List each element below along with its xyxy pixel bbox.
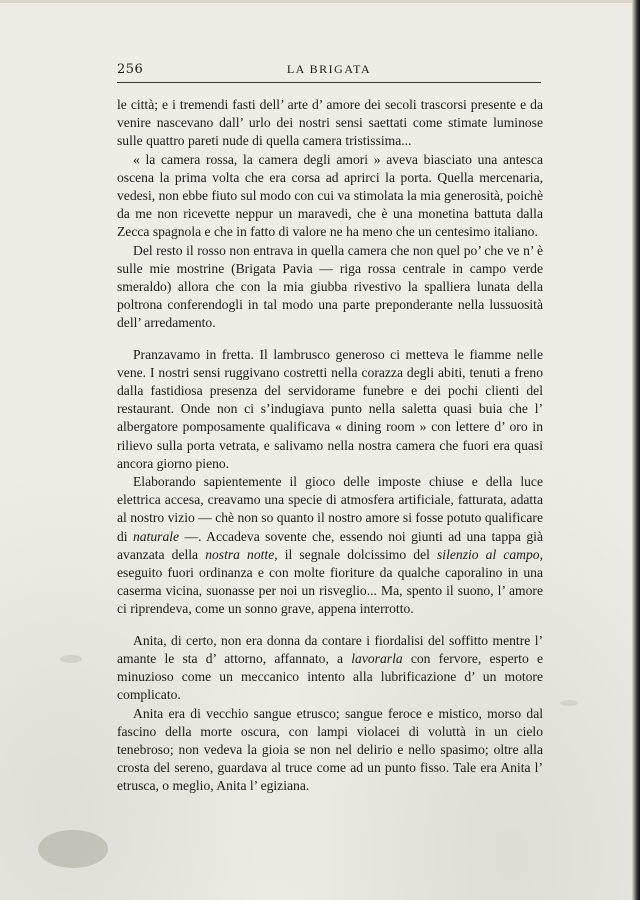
text-segment: con fervore, esperto e minuzioso come un meccanico intento alla lubrificazione d’ un motore complicato. <box>117 650 543 703</box>
text-segment: « la camera rossa, la camera degli amori » aveva biasciato una antesca oscena la prima volta che era corsa ad aprirci la porta. Quella mercenaria, vedesi, non ebbe fiuto sul modo con cui va stimolata la mia generosità, poichè da me non ricevette neppur un maravedi, che è una monetina battuta dalla Zecca spagnola e che in fatto di valore ne ha meno che un centesimo italiano. <box>117 151 543 240</box>
text-segment: Del resto il rosso non entrava in quella camera che non quel po’ che ve n’ è sulle mie mostrine (Brigata Pavia — riga rossa centrale in campo verde smeraldo) allora che con la mia giubba rivestivo la spalliera lunata della poltrona conferendogli in tal modo una parte preponderante nella lussuosità dell’ arredamento. <box>117 242 543 331</box>
italic-text: naturale <box>133 528 180 544</box>
italic-text: nostra notte, <box>205 546 278 562</box>
paragraph <box>117 96 543 151</box>
page-header <box>117 62 541 82</box>
italic-text: silenzio al campo, <box>437 546 543 562</box>
paragraph <box>117 632 543 705</box>
paragraph <box>117 242 543 333</box>
text-segment: eseguito fuori ordinanza e con molte fioriture da qualche caporalino in una caserma vicina, suonasse per noi un risveglio... Ma, spento il suono, l’ amore ci riprendeva, come un sonno grave, appena interrotto. <box>117 565 543 617</box>
text-segment: il segnale dolcissimo del <box>277 546 438 562</box>
body-text <box>117 96 543 796</box>
paper-smudge <box>38 830 108 868</box>
text-segment: le città; e i tremendi fasti dell’ arte d’ amore dei secoli trascorsi presente e da venire nascevano dall’ urlo dei nostri sensi saettati come stimate luminose sulle quattro pareti nude di quella camera tristissima... <box>117 97 543 149</box>
header-rule <box>117 82 541 83</box>
scan-top-edge <box>0 0 640 3</box>
text-segment: Anita era di vecchio sangue etrusco; sangue feroce e mistico, morso dal fascino della morte oscura, con lampi violacei di voluttà in un cielo tenebroso; non vedeva la gioia se non nel delirio e nello spasimo; oltre alla crosta del sereno, guardava al truce come ad un punto fisso. Tale era Anita l’ etrusca, o meglio, Anita l’ egiziana. <box>117 705 543 794</box>
page-number: 256 <box>117 62 144 77</box>
paragraph <box>117 705 543 796</box>
text-segment: —. Accadeva sovente che, essendo noi giunti ad una tappa già avanzata della <box>117 528 543 562</box>
scan-right-edge <box>632 0 640 900</box>
paragraph <box>117 151 543 242</box>
italic-text: lavorarla <box>351 650 403 666</box>
running-title: LA BRIGATA <box>286 62 372 76</box>
text-segment: Anita, di certo, non era donna da contare i fiordalisi del soffitto mentre l’ amante le sta d’ attorno, affannato, a <box>117 632 543 666</box>
paragraph <box>117 473 543 619</box>
paragraph <box>117 346 543 473</box>
paper-smudge <box>560 700 578 706</box>
paper-smudge <box>60 655 82 663</box>
text-segment: Elaborando sapientemente il gioco delle imposte chiuse e della luce elettrica accesa, creavamo una specie di atmosfera artificiale, fatturata, adatta al nostro vizio — chè non so quanto il nostro amore si fosse potuto qualificare di <box>117 474 543 544</box>
text-segment: Pranzavamo in fretta. Il lambrusco generoso ci metteva le fiamme nelle vene. I nostri sensi ruggivano costretti nella corazza degli abiti, tenuti a freno dalla fastidiosa presenza del servidorame funebre e dei pochi clienti del restaurant. Onde non ci s’indugiava punto nella saletta quasi buia che l’ albergatore pomposamente qualificava « dining room » con lettere d’ oro in rilievo sulla porta vetrata, e salivamo nella nostra camera che fuori era quasi ancora giorno pieno. <box>117 346 543 471</box>
